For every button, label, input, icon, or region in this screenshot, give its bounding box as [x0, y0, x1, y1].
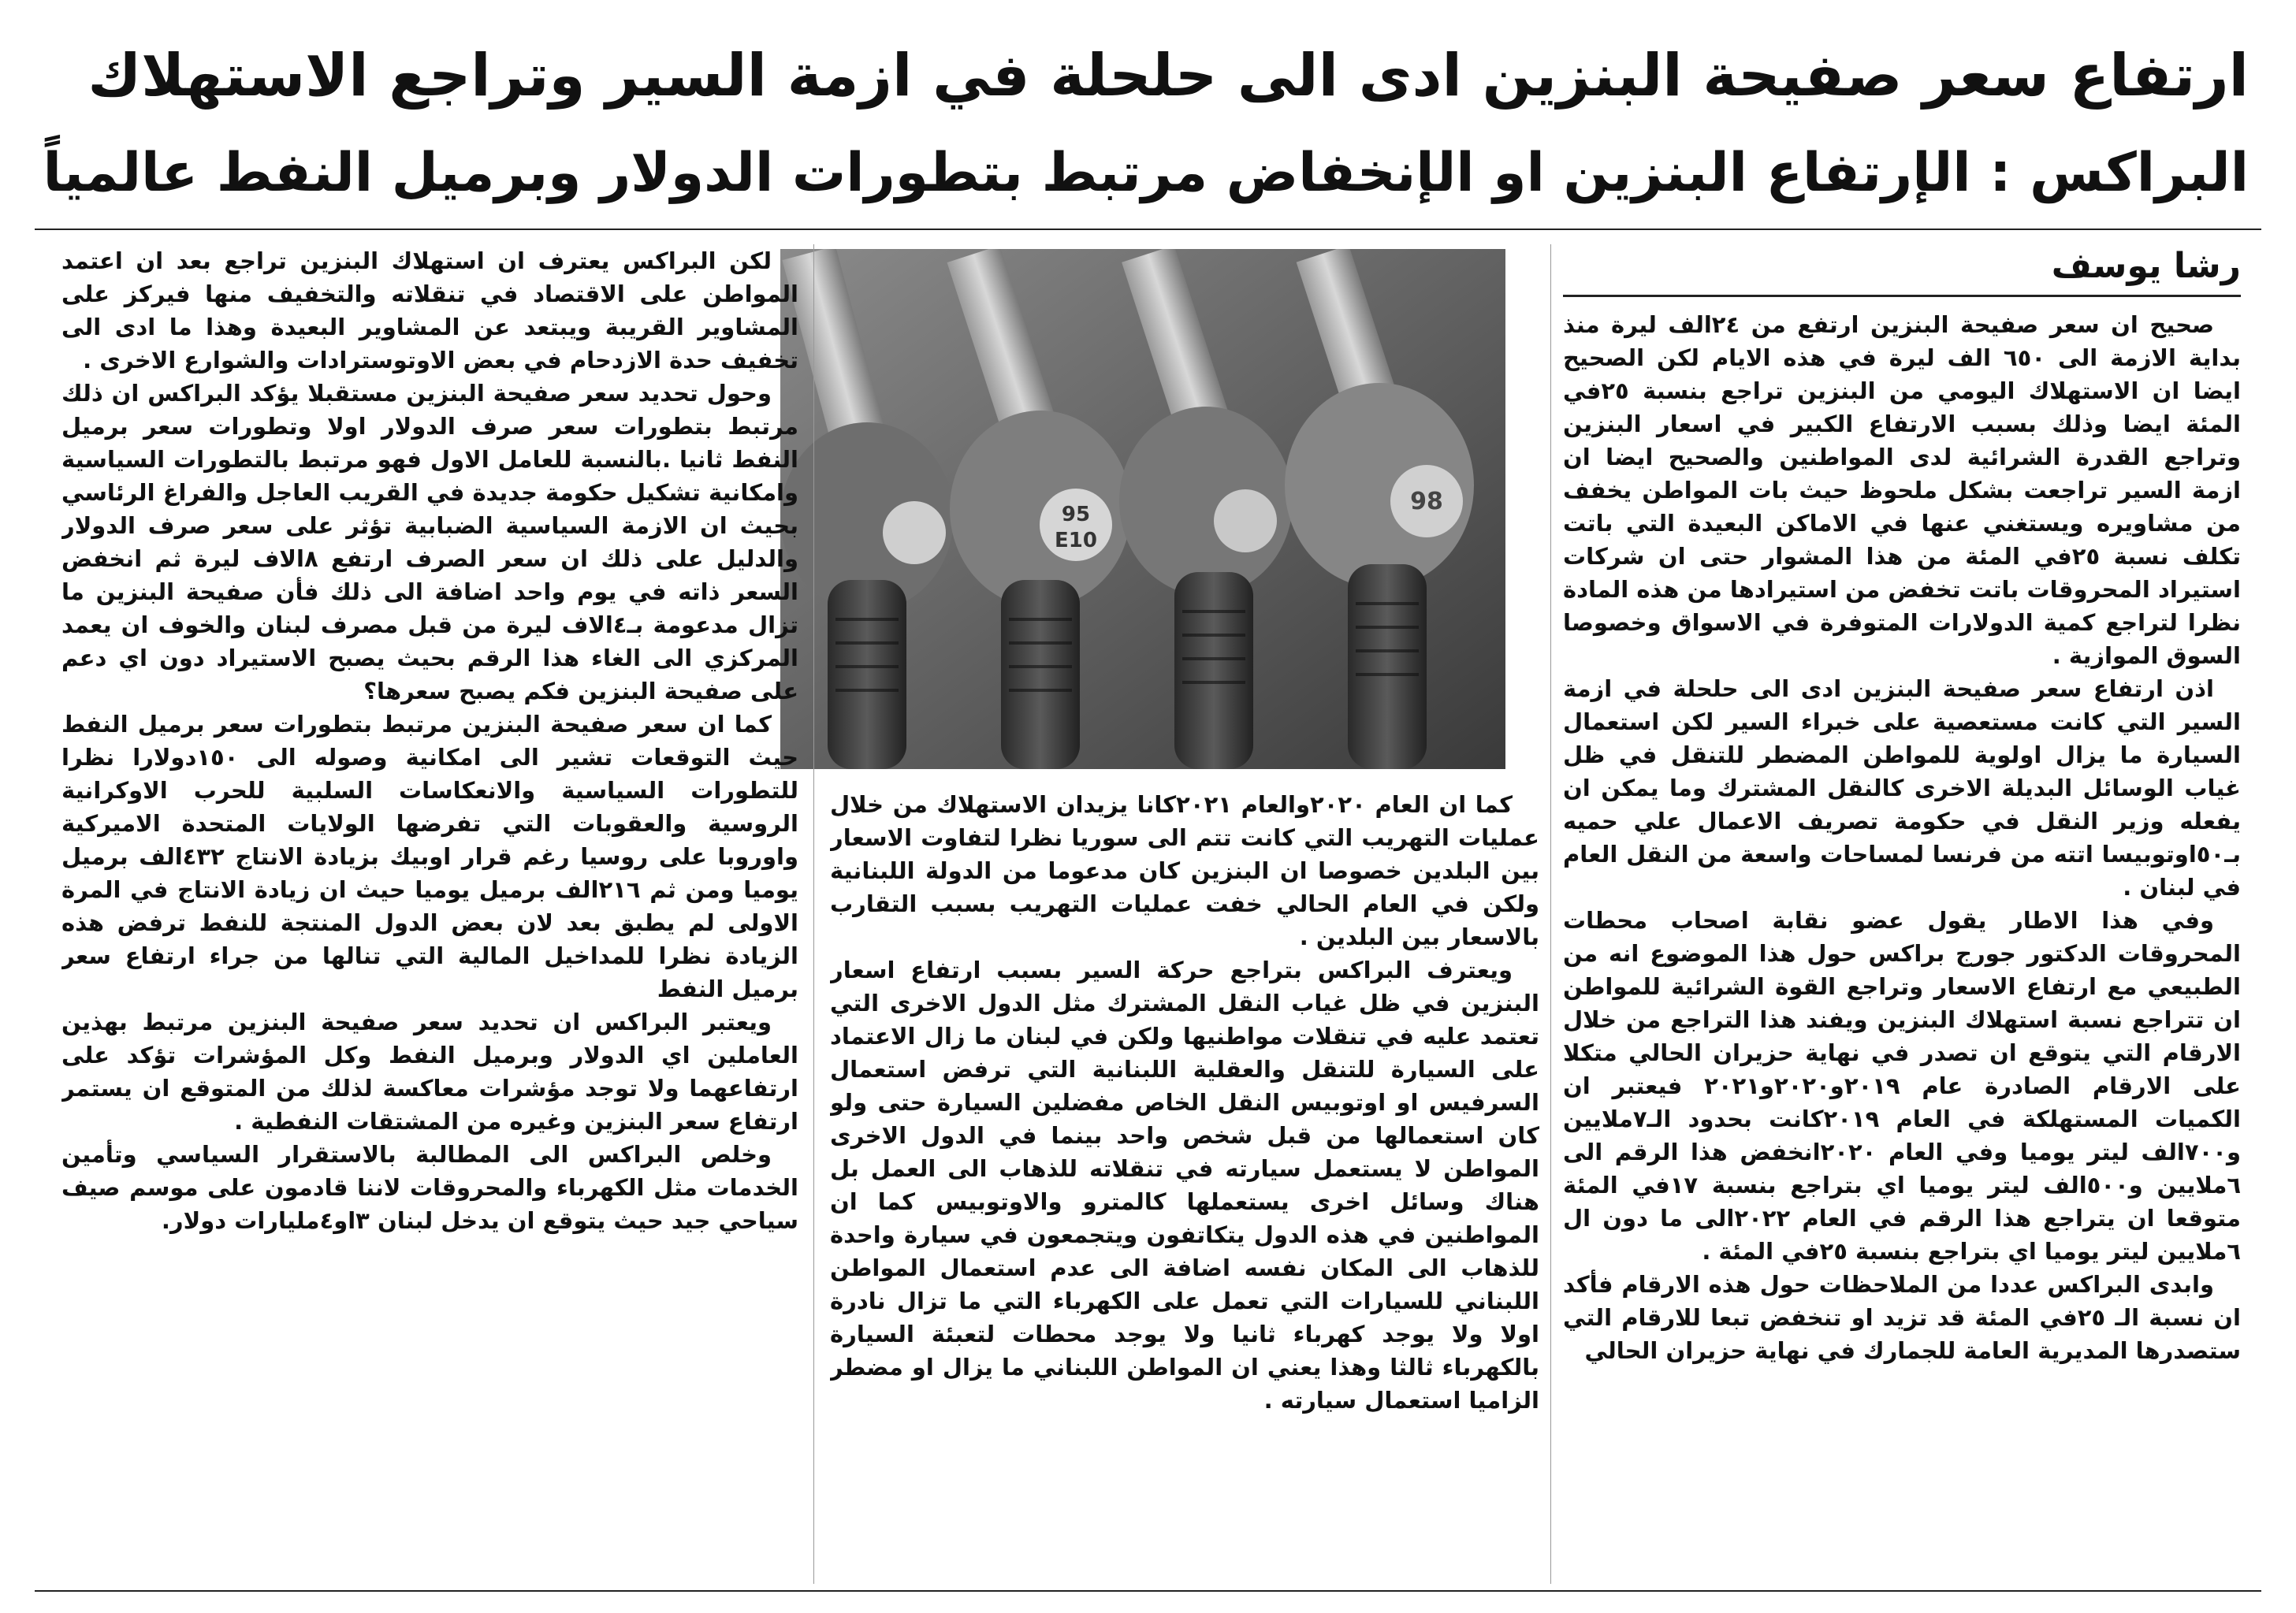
paragraph: لكن البراكس يعترف ان استهلاك البنزين تراجع بعد ان اعتمد المواطن على الاقتصاد في تنقلاته والتخفيف منها فيركز على المشاوير القريبة ويبتعد عن المشاوير البعيدة وهذا ما ادى الى تخفيف حدة الازدحام في بعض الاوتوسترادات والشوارع الاخرى .	[61, 247, 798, 374]
paragraph: وفي هذا الاطار يقول عضو نقابة اصحاب محطات المحروقات الدكتور جورج براكس حول هذا الموضوع انه من الطبيعي مع ارتفاع الاسعار وتراجع القوة الشرائية للمواطن ان تتراجع نسبة استهلاك البنزين ويفند هذا التراجع من خلال الارقام التي يتوقع ان تصدر في نهاية حزيران الحالي متكلا على الارقام الصادرة عام ٢٠١٩و٢٠٢٠و٢٠٢١ فيعتبر ان الكميات المستهلكة في العام ٢٠١٩كانت بحدود الـ٧ملايين و٧٠٠الف ليتر يوميا وفي العام ٢٠٢٠انخفض هذا الرقم الى ٦ملايين و٥٠٠الف ليتر يوميا اي بتراجع بنسبة ١٧في المئة متوقعا ان يتراجع هذا الرقم في العام ٢٠٢٢الى ما دون ال ٦ملايين ليتر يوميا اي بتراجع بنسبة ٢٥في المئة .	[1563, 907, 2241, 1265]
paragraph: وحول تحديد سعر صفيحة البنزين مستقبلا يؤكد البراكس ان ذلك مرتبط بتطورات سعر صرف الدولار اولا وتطورات سعر برميل النفط ثانيا .بالنسبة للعامل الاول فهو مرتبط بالتطورات السياسية وامكانية تشكيل حكومة جديدة في القريب العاجل والفراغ الرئاسي بحيث ان الازمة السياسية الضبابية تؤثر على سعر صرف الدولار والدليل على ذلك ان سعر الصرف ارتفع ٨الاف ليرة ثم انخفض السعر ذاته في يوم واحد اضافة الى ذلك فأن صفيحة البنزين ما تزال مدعومة بـ٤الاف ليرة من قبل مصرف لبنان والخوف ان يعمد المركزي الى الغاء هذا الرقم بحيث يصبح الاستيراد دون اي دعم على صفيحة البنزين فكم يصبح سعرها؟	[61, 380, 798, 704]
paragraph: وخلص البراكس الى المطالبة بالاستقرار السياسي وتأمين الخدمات مثل الكهرباء والمحروقات لاننا قادمون على موسم صيف سياحي جيد حيث يتوقع ان يدخل لبنان ٣او٤مليارات دولار.	[61, 1141, 798, 1234]
paragraph: ويعترف البراكس بتراجع حركة السير بسبب ارتفاع اسعار البنزين في ظل غياب النقل المشترك مثل الدول الاخرى التي تعتمد عليه في تنقلات مواطنيها ولكن في لبنان ما زال الاعتماد على السيارة للتنقل والعقلية اللبنانية التي ترفض استعمال السرفيس او اوتوبيس النقل الخاص مفضلين السيارة حتى ولو كان استعمالها من قبل شخص واحد بينما في الدول الاخرى المواطن لا يستعمل سيارته في تنقلاته للذهاب الى العمل بل هناك وسائل اخرى يستعملها كالمترو والاوتوبيس كما ان المواطنين في هذه الدول يتكاتفون ويتجمعون في سيارة واحدة للذهاب الى المكان نفسه اضافة الى عدم استعمال المواطن اللبناني للسيارات التي تعمل على الكهرباء التي ما تزال نادرة اولا ولا يوجد كهرباء ثانيا ولا يوجد محطات لتعبئة السيارة بالكهرباء ثالثا وهذا يعني ان المواطن اللبناني ما يزال او مضطر الزاميا استعمال سيارته .	[830, 957, 1539, 1414]
article-column-left	[61, 244, 798, 1584]
article-column-right	[1563, 244, 2241, 1584]
nozzle-label: E10	[1055, 529, 1097, 552]
top-divider	[35, 229, 2261, 230]
paragraph: كما ان العام ٢٠٢٠والعام ٢٠٢١كانا يزيدان الاستهلاك من خلال عمليات التهريب التي كانت تتم الى سوريا نظرا لتفاوت الاسعار بين البلدين خصوصا ان البنزين كان مدعوما من الدولة اللبنانية ولكن في العام الحالي خفت عمليات التهريب بسبب التقارب بالاسعار بين البلدين .	[830, 791, 1539, 950]
headline-line-2: البراكس : الإرتفاع البنزين او الإنخفاض مرتبط بتطورات الدولار وبرميل النفط عالمياً	[43, 142, 2249, 204]
article-column-middle	[830, 788, 1539, 1576]
column-separator	[1550, 244, 1551, 1584]
paragraph: ويعتبر البراكس ان تحديد سعر صفيحة البنزين مرتبط بهذين العاملين اي الدولار وبرميل النفط وكل المؤشرات تؤكد على ارتفاعهما ولا توجد مؤشرات معاكسة لذلك من المتوقع ان يستمر ارتفاع سعر البنزين وغيره من المشتقات النفطية .	[61, 1009, 798, 1135]
bottom-divider	[35, 1590, 2261, 1592]
byline: رشا يوسف	[1563, 244, 2241, 297]
paragraph: صحيح ان سعر صفيحة البنزين ارتفع من ٢٤الف ليرة منذ بداية الازمة الى ٦٥٠ الف ليرة في هذه الايام لكن الصحيح ايضا ان الاستهلاك اليومي من البنزين تراجع بنسبة ٢٥في المئة ايضا وذلك بسبب الارتفاع الكبير في اسعار البنزين وتراجع القدرة الشرائية لدى المواطنين والصحيح ايضا ان ازمة السير تراجعت بشكل ملحوظ حيث بات المواطن يخفف من مشاويره ويستغني عنها في الاماكن البعيدة التي باتت تكلف نسبة ٢٥في المئة من هذا المشوار حتى ان شركات استيراد المحروقات باتت تخفض من استيرادها من هذه المادة نظرا لتراجع كمية الدولارات المتوفرة في الاسواق وخصوصا السوق الموازية .	[1563, 311, 2241, 669]
nozzle-label: 95	[1061, 503, 1091, 526]
paragraph: اذن ارتفاع سعر صفيحة البنزين ادى الى حلحلة في ازمة السير التي كانت مستعصية على خبراء السير لكن استعمال السيارة ما يزال اولوية للمواطن المضطر للتنقل في ظل غياب الوسائل البديلة الاخرى كالنقل المشترك وما يمكن ان يفعله وزير النقل في حكومة تصريف الاعمال علي حميه بـ٥٠اوتوبيسا اتته من فرنسا لمساحات واسعة من النقل العام في لبنان .	[1563, 675, 2241, 901]
paragraph: كما ان سعر صفيحة البنزين مرتبط بتطورات سعر برميل النفط حيث التوقعات تشير الى امكانية وصوله الى ١٥٠دولارا نظرا للتطورات السياسية والانعكاسات السلبية للحرب الاوكرانية الروسية والعقوبات التي تفرضها الولايات المتحدة الاميركية واوروبا على روسيا رغم قرار اوبيك بزيادة الانتاج ٤٣٢الف برميل يوميا ومن ثم ٢١٦الف برميل يوميا حيث ان زيادة الانتاج في المرة الاولى لم يطبق بعد لان بعض الدول المنتجة للنفط ترفض هذه الزيادة نظرا للمداخيل المالية التي تنالها من جراء ارتفاع سعر برميل النفط	[61, 711, 798, 1002]
nozzle-label: 98	[1410, 488, 1443, 515]
column-separator	[813, 244, 814, 1584]
fuel-nozzles-photo	[780, 249, 1505, 769]
paragraph: وابدى البراكس عددا من الملاحظات حول هذه الارقام فأكد ان نسبة الـ ٢٥في المئة قد تزيد او تنخفض تبعا للارقام التي ستصدرها المديرية العامة للجمارك في نهاية حزيران الحالي	[1563, 1271, 2241, 1364]
headline-line-1: ارتفاع سعر صفيحة البنزين ادى الى حلحلة في ازمة السير وتراجع الاستهلاك	[87, 42, 2249, 110]
